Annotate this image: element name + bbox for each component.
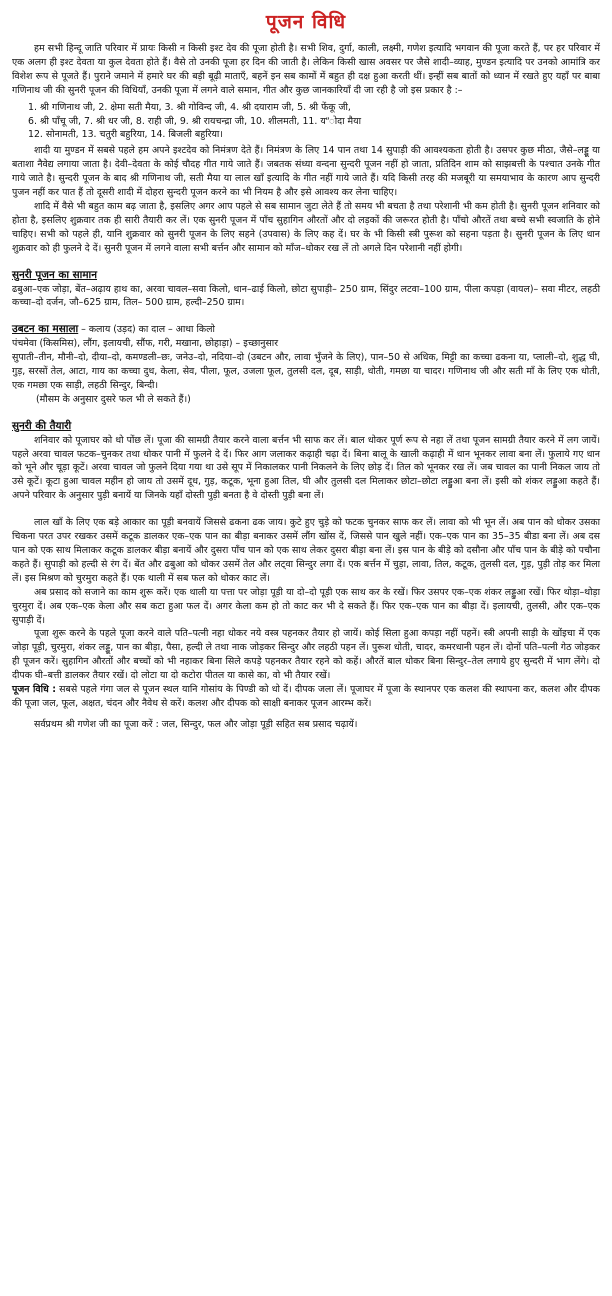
samagri-list: ढबुआ–एक जोड़ा, बेंत–अढ़ाय हाथ का, अरवा चावल–सवा किलो, धान–ढाई किलो, छोटा सुपाड़ी– 250 ग्राम, सिंदुर लटवा–100 ग्राम, पीला कपड़ा (वायल)– सवा मीटर, लहठी कच्चा–दो दर्जन, जौ–625 ग्राम, तिल– 500 ग्राम, हल्दी–250 ग्राम। bbox=[12, 283, 600, 309]
deity-list-line: 12. सोनामती, 13. चतुरी बहुरिया, 14. बिजली बहुरिया। bbox=[28, 129, 223, 141]
season-note: (मौसम के अनुसार दुसरे फल भी ले सकते हैं।) bbox=[36, 393, 191, 405]
prasad-arrange-paragraph: अब प्रसाद को सजाने का काम शुरू करें। एक थाली या पत्ता पर जोड़ा पूड़ी या दो–दो पूड़ी एक साथ कर के रखें। फिर उसपर एक–एक शंकर लड्डुआ रखें। फिर थोड़ा–थोड़ा चुरमुरा दें। अब एक–एक केला और सब कटा हुआ फल दें। अगर केला कम हो तो काट कर भी दे सकते हैं। फिर एक–एक पान का बीड़ा दें। इलायची, तुलसी, और एक–एक सुपाड़ी दें। bbox=[12, 586, 600, 626]
ubtan-heading-rest: – कलाय (उड़द) का दाल – आधा किलो bbox=[78, 324, 215, 336]
ubtan-line bbox=[12, 323, 600, 337]
samagri-heading: सुनरी पूजन का सामान bbox=[12, 268, 98, 281]
pre-puja-paragraph: पूजा शुरू करने के पहले पूजा करने वाले पति–पत्नी नहा धोकर नये वस्त्र पहनकर तैयार हो जायें। कोई सिला हुआ कपड़ा नहीं पहनें। स्त्री अपनी साड़ी के खोंइचा में एक जोड़ा पूड़ी, चुरमुरा, शंकर लड्डू, पान का बीड़ा, पैसा, हल्दी ले तथा नाक जोड़कर सिन्दुर और लहठी पहन लें। पुरूश धोती, चादर, कमरधानी पहन लें। दोनों पति–पत्नी गेठ जोड़कर ही पूजन करें। सुहागिन औरतों और बच्चों को भी नहाकर बिना सिले कपड़े पहनकर तैयार रहने को कहें। औरतें बाल धोकर बिना सिन्दुर–तेल लगाये हुए सुन्दरी में भाग लेंगे। दो दीपक घी–बत्ती डालकर तैयार रखें। दो लोटा या दो कटोरा पीतल या कासे का, वो भी तैयार रखें। bbox=[12, 628, 600, 682]
vidhi-label: पूजन विधि : bbox=[12, 684, 56, 696]
vidhi-text: सबसे पहले गंगा जल से पूजन स्थल यानि गोसांय के पिण्डी को धो दें। दीपक जला लें। पूजाघर में पूजा के स्थानपर एक कलश की स्थापना कर, कलश और दीपक की पूजा जल, फूल, अक्षत, चंदन और नैवेध से करें। कलश और दीपक को साक्षी बनाकर पूजन आरम्भ करें। bbox=[12, 684, 600, 709]
page-title: पूजन विधि bbox=[265, 11, 347, 33]
ganesh-puja-line: सर्वप्रथम श्री गणेश जी का पूजा करें : जल, सिन्दुर, फल और जोड़ा पूड़ी सहित सब प्रसाद चढ़ायें। bbox=[34, 718, 358, 730]
panchmeva-line: पंचमेवा (किसमिस), लौंग, इलायची, सौंफ, गरी, मखाना, छोहाड़ा) – इच्छानुसार bbox=[12, 338, 279, 350]
deity-list-line: 6. श्री पाँचू जी, 7. श्री धर जी, 8. राही जी, 9. श्री रायचन्द्रा जी, 10. शीलमती, 11. य“ोदा मैया bbox=[28, 115, 362, 127]
prasad-prep-paragraph: लाल खाँ के लिए एक बड़े आकार का पूड़ी बनवायें जिससे ढकना ढक जाय। कुटे हुए चुड़े को फटक चुनकर साफ कर लें। लावा को भी भून लें। अब पान को धोकर उसका चिकना परत उपर रखकर उसमें कटूक डालकर एक–एक पान का बीड़ा बनाकर उसमें लौंग खोंस दें, जिससे पान खुले नहीं। एक–एक पान का 35–35 बीडा बना लें। अब दस पान को एक साथ मिलाकर कटूक डालकर बीड़ा बनायें और दुसरा पाँच पान को एक साथ लेकर दुसरा बीड़ा बना लें। इस पान के बीड़े को दसौना और पाँच पान के बीड़े को पचौना कहते हैं। सुपाड़ी को हल्दी से रंग दें। बेंत और ढबुआ को धोकर उसमें तेल और लट्वा सिन्दुर लगा दें। एक बर्त्तन में चुड़ा, लावा, तिल, कटूक, तुलसी दल, गुड़, पुड़ी तोड़ कर मिला लें। इस मिश्रण को चुरमुरा कहते हैं। एक थाली में सब फल को धोकर काट लें। bbox=[12, 517, 600, 584]
intro-paragraph: हम सभी हिन्दू जाति परिवार में प्रायः किसी न किसी इश्ट देव की पूजा होती है। सभी शिव, दुर्गा, काली, लक्ष्मी, गणेश इत्यादि भगवान की पूजा करते हैं, पर हर परिवार में एक अलग ही इश्ट देवता या कुल देवता होते हैं। वैसे तो उनकी पूजा हर दिन की जाती है। लेकिन किसी खास अवसर पर जैसे शादी–व्याह, मुण्डन इत्यादि पर उनको आमांत्रि कर विशेश रूप से पूजते हैं। पुराने जमाने में हमारे घर की बड़ी बूढ़ी माताएँ, बहनें इन सब कामों में बहुत ही दक्ष हुआ करती थीं। इन्हीं सब बातों को ध्यान में रखते हुए यहाँ पर बाबा गणिनाथ जी की सुनरी पूजन की विधियाँ, उनकी पूजा में लगने वाले समान, गीत और कुछ जानकारियाँ दी जा रही है जो इस प्रकार है :– bbox=[12, 43, 600, 96]
preparation-paragraph: शादि में वैसे भी बहुत काम बढ़ जाता है, इसलिए अगर आप पहले से सब सामान जुटा लेते हैं तो समय भी बचता है तथा परेशानी भी कम होती है। सुनरी पूजन शनिवार को होता है, इसलिए शुक्रवार तक ही सारी तैयारी कर लें। एक सुनरी पूजन में पाँच सुहागिन औरतों और दो लड़कों की जरूरत होती है। पाँचो औरतें तथा बच्चे सभी स्वजाति के होने चाहिए। सभी को पहले ही, यानि शुक्रवार को सुनरी पूजन के लिए सहने (उपवास) के लिए कह दें। घर के भी किसी स्त्री पुरूश को सहना पड़ता है। सुनरी पूजन के लिए धान शुक्रवार को ही फुलने दे दें। सुनरी पूजन में लगने वाला सभी बर्त्तन और सामान को मॉंज–धोकर रख लें तो अगले दिन परेशानी नहीं होगी। bbox=[12, 200, 600, 254]
vidhi-paragraph bbox=[12, 683, 600, 711]
invitation-paragraph: शादी या मुण्डन में सबसे पहले हम अपने इश्टदेव को निमंत्रण देते हैं। निमंत्रण के लिए 14 पान तथा 14 सुपाड़ी की आवश्यकता होती है। उसपर कुछ मीठा, जैसे–लड्डू या बताशा नैवेद्य लगाया जाता है। देवी–देवता के कोई चौदह गीत गाये जाते हैं। जबतक संध्या वन्दना सुन्दरी पूजन नहीं हो जाता, प्रतिदिन शाम को साझबत्ती के पश्चात उनके गीत गाये जाते है। सुन्दरी पूजन के बाद श्री गणिनाथ जी, सती मैया या लाल खाँ इत्यादि के गीत नहीं गाये जाते हैं। यदि किसी तरह की मजबूरी या समयाभाव के कारण आप सुन्दरी पुजन नहीं कर पात हैं तो दूसरी शादी में दोहरा सुन्दरी पूजन करने का भी नियम है और इसे आवश्य कर लेना चाहिए। bbox=[12, 145, 600, 199]
deity-list bbox=[28, 101, 600, 143]
taiyari-paragraph: शनिवार को पूजाघर को धो पोंछ लें। पूजा की सामग्री तैयार करने वाला बर्त्तन भी साफ कर लें। बाल धोकर पूर्ण रूप से नहा लें तथा पूजन सामग्री तैयार करने में लग जायें। पहले अरवा चावल फटक–चुनकर तथा धोकर पानी में फुलने दे दें। फिर आग जलाकर कढ़ाही चढ़ा दें। बिना बालू के खाली कढ़ाही में धान भूनकर लावा बना लें। फुलाये गए धान को भूने और चूड़ा कूटें। अरवा चावल जो फुलने दिया गया था उसे सूप में निकालकर पानी निकलने के लिए छोड़ दें। तिल को भूनकर रख लें। जब चावल का पानी निकल जाय तो उसे कूटें। कूटा हुआ चावल महीन हो जाय तो उसमें दूध, गुड़, कटूक, भूना हुआ तिल, घी और तुलसी दल मिलाकर छोटा–छोटा लड्डुआ बना लें। इसी को शंकर लड्डुआ कहते हैं। अपने परिवार के अनुसार पुड़ी बनायें या जिनके यहाँ दोस्ती पुड़ी बनता है वे दोस्ती पुड़ी बना लें। bbox=[12, 434, 600, 502]
ubtan-list: सुपाती–तीन, मौनी–दो, दीया–दो, कमण्डली–छः, जनेउ–दो, नदिया–दो (उबटन और, लावा भुँजने के लिए), पान–50 से अधिक, मिट्टी का कच्चा ढकना या, प्लाली–दो, शुद्ध घी, गुड़, सरसों तेल, आटा, गाय का कच्चा दुध, केला, सेव, पीला, फूल, उजला फूल, तुलसी दल, दूब, साड़ी, धोती, गमछा या चादर। गणिनाथ जी और सती माँ के लिए एक धोती, एक गमछा एक साड़ी, लहठी सिन्दुर, बिन्दी। bbox=[12, 352, 600, 391]
ubtan-heading: उबटन का मसाला bbox=[12, 323, 79, 336]
taiyari-heading: सुनरी की तैयारी bbox=[12, 419, 72, 432]
deity-list-line: 1. श्री गणिनाथ जी, 2. क्षेमा सती मैया, 3. श्री गोविन्द जी, 4. श्री दयाराम जी, 5. श्री फेंकू जी, bbox=[28, 101, 351, 113]
